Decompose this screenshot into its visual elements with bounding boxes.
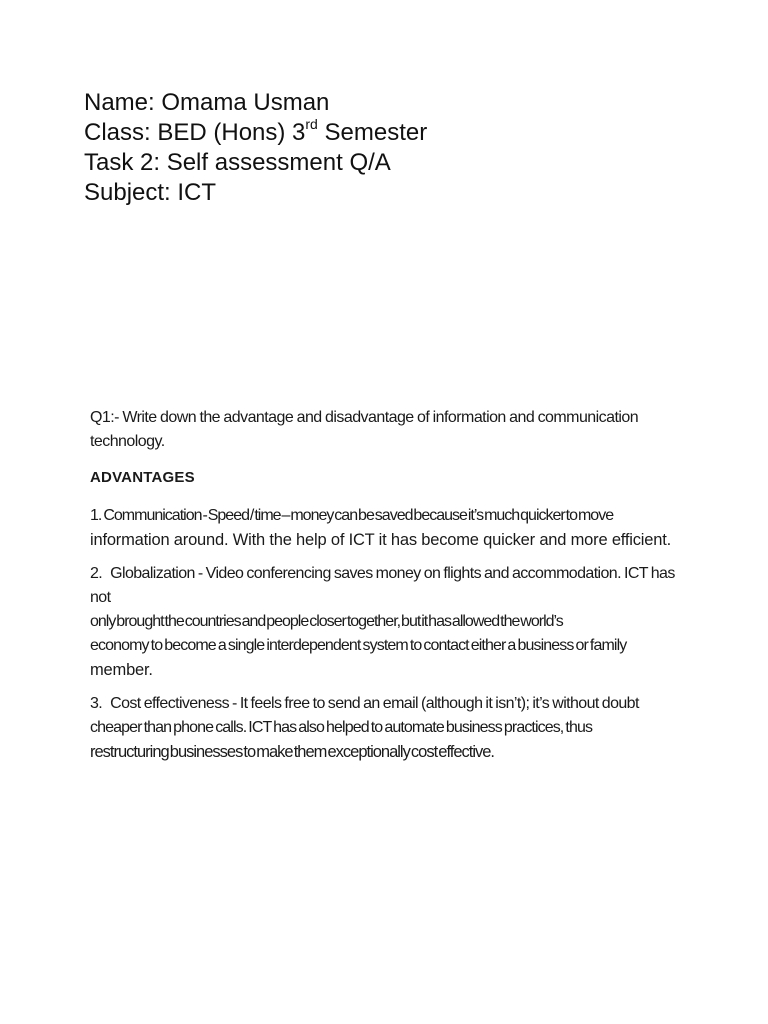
item-2-text-1: Globalization - Video conferencing saves money on flights and accommodation. ICT has not: [90, 565, 675, 606]
item-number: 1.: [90, 507, 102, 524]
item-3-text-1: Cost effectiveness - It feels free to send an email (although it isn’t); it’s without doubt: [110, 695, 639, 712]
list-item: [90, 504, 690, 552]
item-2-line-4: member.: [90, 661, 153, 679]
item-2-line-2: only brought the countries and people closer together, but it has allowed the world’s: [90, 613, 563, 630]
list-item: [90, 692, 690, 764]
question-line-1: Q1:- Write down the advantage and disadvantage of information and communication: [90, 409, 639, 426]
item-1-line-1: [90, 504, 690, 528]
item-number: 2.: [90, 565, 103, 582]
item-3-line-2: cheaper than phone calls. ICT has also helped to automate business practices, thus: [90, 719, 593, 736]
item-2-line-3: economy to become a single interdependent system to contact either a business or family: [90, 637, 627, 654]
subject-line: Subject: ICT: [84, 179, 217, 206]
task-line: Task 2: Self assessment Q/A: [84, 149, 391, 176]
item-1-line-2: information around. With the help of ICT it has become quicker and more efficient.: [90, 531, 671, 549]
class-suffix: Semester: [317, 119, 428, 146]
item-1-text-1: Communication - Speed / time – money can be saved because it’s much quicker to move: [103, 507, 614, 524]
question-text: [90, 406, 690, 454]
item-3-line-1: [90, 692, 690, 716]
advantages-heading: ADVANTAGES: [90, 469, 195, 486]
item-3-line-3: restructuring businesses to make them exceptionally cost effective.: [90, 743, 495, 761]
name-line: Name: Omama Usman: [84, 89, 330, 116]
item-number: 3.: [90, 695, 103, 712]
item-2-line-1: [90, 562, 690, 610]
student-info-header: [84, 88, 427, 208]
list-item: [90, 562, 690, 682]
question-line-2: technology.: [90, 433, 165, 450]
class-line: [84, 118, 427, 148]
answer-body: [90, 406, 690, 774]
class-superscript: rd: [305, 116, 318, 132]
class-prefix: Class: BED (Hons) 3: [84, 119, 306, 146]
